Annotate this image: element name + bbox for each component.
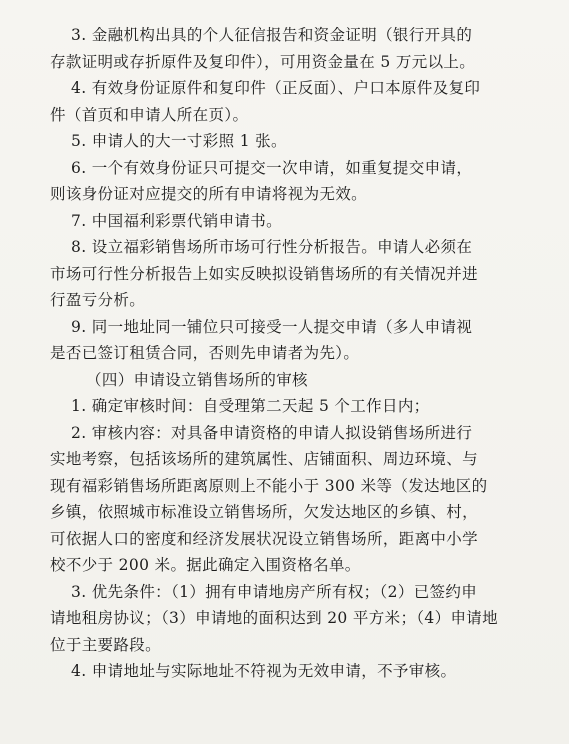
text-line: 1. 确定审核时间：自受理第二天起 5 个工作日内； bbox=[71, 397, 430, 415]
text-line: 是否已签订租赁合同，否则先申请者为先）。 bbox=[50, 344, 360, 362]
text-line: 位于主要路段。 bbox=[50, 635, 161, 654]
text-line: 4. 有效身份证原件和复印件（正反面）、户口本原件及复印 bbox=[71, 79, 481, 97]
text-line: 实地考察，包括该场所的建筑属性、店铺面积、周边环境、与 bbox=[50, 450, 478, 468]
text-line: 件（首页和申请人所在页）。 bbox=[50, 105, 249, 124]
text-line: 则该身份证对应提交的所有申请将视为无效。 bbox=[50, 185, 368, 203]
section-heading: （四）申请设立销售场所的审核 bbox=[86, 370, 308, 389]
text-line: 6. 一个有效身份证只可提交一次申请，如重复提交申请， bbox=[71, 158, 473, 177]
text-line: 5. 申请人的大一寸彩照 1 张。 bbox=[71, 132, 287, 150]
text-line: 3. 金融机构出具的个人征信报告和资金证明（银行开具的 bbox=[71, 26, 473, 44]
text-line: 3. 优先条件：（1）拥有申请地房产所有权；（2）已签约申 bbox=[71, 582, 478, 601]
text-line: 市场可行性分析报告上如实反映拟设销售场所的有关情况并进 bbox=[50, 264, 478, 283]
text-line: 7. 中国福利彩票代销申请书。 bbox=[71, 211, 282, 230]
text-line: 存款证明或存折原件及复印件），可用资金量在 5 万元以上。 bbox=[50, 52, 476, 71]
text-line: 行盈亏分析。 bbox=[50, 291, 146, 309]
text-line: 4. 申请地址与实际地址不符视为无效申请，不予审核。 bbox=[71, 662, 457, 680]
text-line: 可依据人口的密度和经济发展状况设立销售场所，距离中小学 bbox=[50, 529, 478, 548]
text-line: 校不少于 200 米。据此确定入围资格名单。 bbox=[50, 556, 361, 574]
text-line: 2. 审核内容：对具备申请资格的申请人拟设销售场所进行 bbox=[71, 423, 473, 442]
document-body bbox=[0, 22, 569, 685]
text-line: 9. 同一地址同一铺位只可接受一人提交申请（多人申请视 bbox=[71, 317, 473, 336]
text-line: 乡镇，依照城市标准设立销售场所，欠发达地区的乡镇、村， bbox=[50, 503, 478, 521]
text-line: 请地租房协议；（3）申请地的面积达到 20 平方米；（4）申请地 bbox=[50, 609, 499, 627]
text-line: 现有福彩销售场所距离原则上不能小于 300 米等（发达地区的 bbox=[50, 476, 488, 495]
text-line: 8. 设立福彩销售场所市场可行性分析报告。申请人必须在 bbox=[71, 238, 473, 256]
